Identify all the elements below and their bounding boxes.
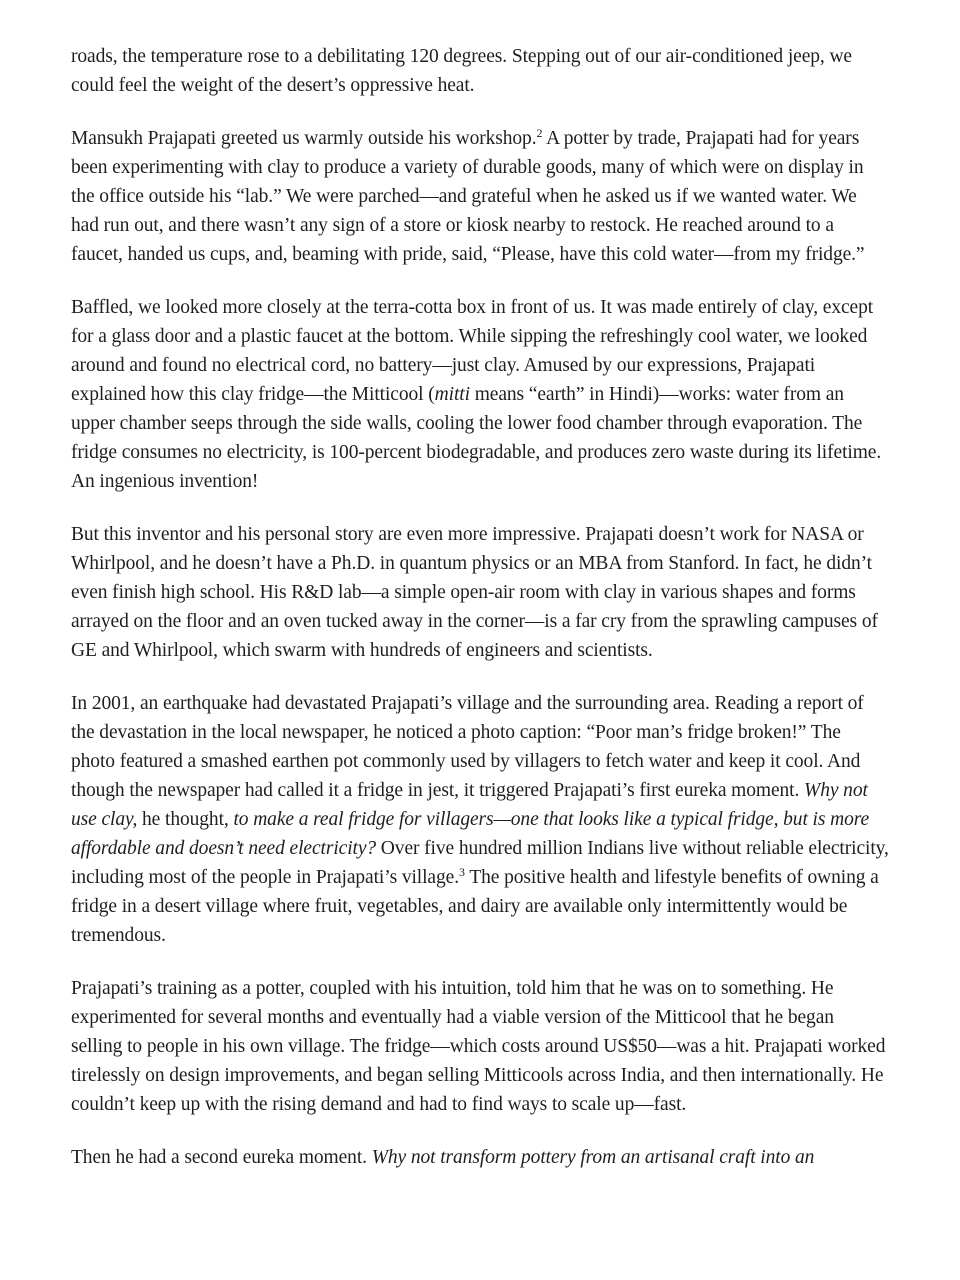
paragraph	[71, 1143, 889, 1172]
text-run: A potter by trade, Prajapati had for years been experimenting with clay to produce a variety of durable goods, many of which were on display in the office outside his “lab.” We were parched—and grateful when he asked us if we wanted water. We had run out, and there wasn’t any sign of a store or kiosk nearby to restock. He reached around to a faucet, handed us cups, and, beaming with pride, said, “Please, have this cold water—from my fridge.”	[71, 128, 865, 265]
text-run: Over five hundred million Indians live without reliable electricity, including most of the people in Prajapati’s village.	[71, 838, 889, 888]
text-run: Baffled, we looked more closely at the terra-cotta box in front of us. It was made entirely of clay, except for a glass door and a plastic faucet at the bottom. While sipping the refreshingly cool water, we looked around and found no electrical cord, no battery—just clay. Amused by our expressions, Prajapati explained how this clay fridge—the Mitticool (	[71, 297, 874, 405]
emphasized-text: Why not transform pottery from an artisanal craft into an	[371, 1147, 815, 1168]
paragraph	[71, 974, 889, 1119]
paragraph	[71, 293, 889, 496]
paragraph	[71, 689, 889, 950]
document-body	[71, 42, 889, 1172]
text-run: roads, the temperature rose to a debilitating 120 degrees. Stepping out of our air-conditioned jeep, we could feel the weight of the desert’s oppressive heat.	[71, 46, 852, 96]
text-run: Mansukh Prajapati greeted us warmly outside his workshop.	[71, 128, 537, 149]
text-run: Prajapati’s training as a potter, coupled with his intuition, told him that he was on to something. He experimented for several months and eventually had a viable version of the Mitticool that he began selling to people in his own village. The fridge—which costs around US$50—was a hit. Prajapati worked tirelessly on design improvements, and began selling Mitticools across India, and then internationally. He couldn’t keep up with the rising demand and had to find ways to scale up—fast.	[71, 978, 886, 1115]
emphasized-text: Why not use clay,	[71, 780, 868, 830]
emphasized-text: mitti	[434, 384, 470, 405]
text-run: Then he had a second eureka moment.	[71, 1147, 372, 1168]
paragraph	[71, 520, 889, 665]
emphasized-text: to make a real fridge for villagers—one that looks like a typical fridge, but is more affordable and doesn’t need electricity?	[71, 809, 870, 859]
footnote-marker: 3	[458, 865, 465, 879]
text-run: means “earth” in Hindi)—works: water from an upper chamber seeps through the side walls, cooling the lower food chamber through evaporation. The fridge consumes no electricity, is 100-percent biodegradable, and produces zero waste during its lifetime. An ingenious invention!	[71, 384, 882, 492]
text-run: The positive health and lifestyle benefits of owning a fridge in a desert village where fruit, vegetables, and dairy are available only intermittently would be tremendous.	[71, 867, 879, 946]
text-run: But this inventor and his personal story are even more impressive. Prajapati doesn’t work for NASA or Whirlpool, and he doesn’t have a Ph.D. in quantum physics or an MBA from Stanford. In fact, he didn’t even finish high school. His R&D lab—a simple open-air room with clay in various shapes and forms arrayed on the floor and an oven tucked away in the corner—is a far cry from the sprawling campuses of GE and Whirlpool, which swarm with hundreds of engineers and scientists.	[71, 524, 878, 661]
text-run: In 2001, an earthquake had devastated Prajapati’s village and the surrounding area. Reading a report of the devastation in the local newspaper, he noticed a photo caption: “Poor man’s fridge broken!” The photo featured a smashed earthen pot commonly used by villagers to fetch water and keep it cool. And though the newspaper had called it a fridge in jest, it triggered Prajapati’s first eureka moment.	[71, 693, 864, 801]
footnote-marker: 2	[536, 126, 543, 140]
text-run: he thought,	[137, 809, 234, 830]
paragraph	[71, 42, 889, 100]
paragraph	[71, 124, 889, 269]
